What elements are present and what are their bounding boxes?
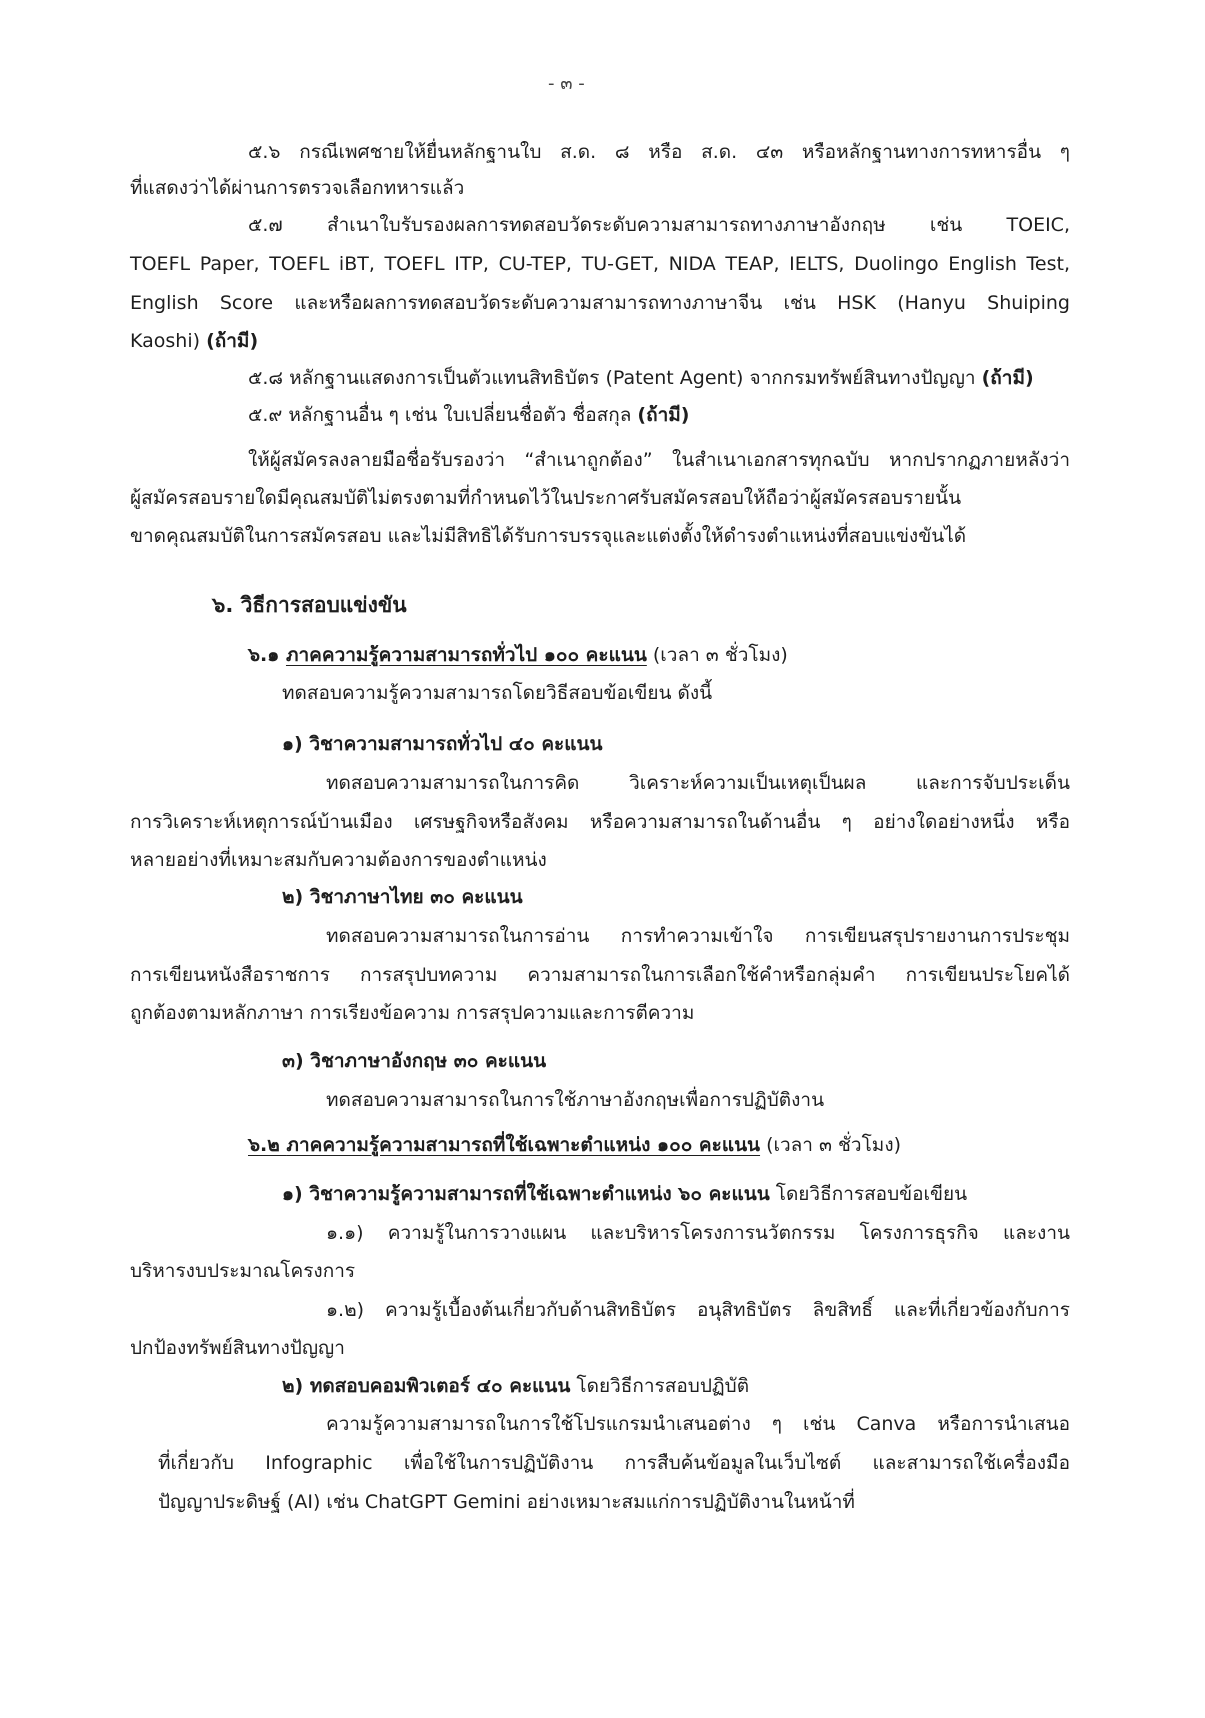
- subject-general-ability-line-2: การวิเคราะห์เหตุการณ์บ้านเมือง เศรษฐกิจหรือสังคม หรือความสามารถในด้านอื่น ๆ อย่างใดอย่างหนึ่ง หรือ: [130, 811, 1070, 833]
- subject-thai-line-1: ทดสอบความสามารถในการอ่าน การทำความเข้าใจ การเขียนสรุปรายงานการประชุม: [326, 925, 1070, 947]
- section-6-1-title: [248, 641, 788, 669]
- section-6-1-heading: ภาคความรู้ความสามารถทั่วไป ๑๐๐ คะแนน: [285, 644, 647, 666]
- section-6-1-number: ๖.๑: [248, 644, 286, 666]
- section-6-2-title: [248, 1131, 901, 1159]
- cert-line-1: ให้ผู้สมัครลงลายมือชื่อรับรองว่า “สำเนาถูกต้อง” ในสำเนาเอกสารทุกฉบับ หากปรากฏภายหลังว่า: [248, 449, 1070, 471]
- item-5-9-text: ๕.๙ หลักฐานอื่น ๆ เช่น ใบเปลี่ยนชื่อตัว ชื่อสกุล: [248, 404, 638, 426]
- section-6-2-time: (เวลา ๓ ชั่วโมง): [760, 1134, 902, 1156]
- subject-computer-title: [282, 1372, 749, 1400]
- subject-english-title: ๓) วิชาภาษาอังกฤษ ๓๐ คะแนน: [282, 1050, 547, 1072]
- optional-label: (ถ้ามี): [981, 367, 1034, 389]
- subject-thai-title: ๒) วิชาภาษาไทย ๓๐ คะแนน: [282, 886, 523, 908]
- optional-label: (ถ้ามี): [206, 330, 259, 352]
- cert-line-3: ขาดคุณสมบัติในการสมัครสอบ และไม่มีสิทธิได้รับการบรรจุและแต่งตั้งให้ดำรงตำแหน่งที่สอบแข่งขันได้: [130, 525, 967, 547]
- optional-label: (ถ้ามี): [637, 404, 690, 426]
- item-5-8: [248, 364, 1034, 392]
- subject-computer-method: โดยวิธีการสอบปฏิบัติ: [570, 1375, 750, 1397]
- section-6-1-intro: ทดสอบความรู้ความสามารถโดยวิธีสอบข้อเขียน ดังนี้: [282, 682, 713, 704]
- item-5-7-line-3: English Score และหรือผลการทดสอบวัดระดับความสามารถทางภาษาจีน เช่น HSK (Hanyu Shuiping: [130, 292, 1070, 314]
- item-5-6-line-1: ๕.๖ กรณีเพศชายให้ยื่นหลักฐานใบ ส.ด. ๘ หรือ ส.ด. ๔๓ หรือหลักฐานทางการทหารอื่น ๆ: [248, 141, 1070, 163]
- item-5-6-line-2: ที่แสดงว่าได้ผ่านการตรวจเลือกทหารแล้ว: [130, 177, 465, 199]
- item-5-7-text: Kaoshi): [130, 330, 207, 352]
- subject-specific-heading: ๑) วิชาความรู้ความสามารถที่ใช้เฉพาะตำแหน่ง ๖๐ คะแนน: [282, 1183, 770, 1205]
- subject-computer-heading: ๒) ทดสอบคอมพิวเตอร์ ๔๐ คะแนน: [282, 1375, 571, 1397]
- page-number: - ๓ -: [548, 73, 585, 94]
- section-6-2-heading: ภาคความรู้ความสามารถที่ใช้เฉพาะตำแหน่ง ๑๐๐ คะแนน: [286, 1134, 761, 1156]
- item-5-9: [248, 401, 689, 429]
- subject-thai-line-3: ถูกต้องตามหลักภาษา การเรียงข้อความ การสรุปความและการตีความ: [130, 1002, 695, 1024]
- subject-specific-method: โดยวิธีการสอบข้อเขียน: [769, 1183, 968, 1205]
- subject-specific-1-1-line-2: บริหารงบประมาณโครงการ: [130, 1260, 356, 1282]
- subject-specific-1-2-line-2: ปกป้องทรัพย์สินทางปัญญา: [130, 1337, 345, 1359]
- subject-specific-title: [282, 1180, 967, 1208]
- item-5-8-text: ๕.๘ หลักฐานแสดงการเป็นตัวแทนสิทธิบัตร (Patent Agent) จากกรมทรัพย์สินทางปัญญา: [248, 367, 982, 389]
- subject-general-ability-title: ๑) วิชาความสามารถทั่วไป ๔๐ คะแนน: [282, 733, 603, 755]
- section-6-1-time: (เวลา ๓ ชั่วโมง): [646, 644, 788, 666]
- subject-specific-1-1-line-1: ๑.๑) ความรู้ในการวางแผน และบริหารโครงการนวัตกรรม โครงการธุรกิจ และงาน: [326, 1222, 1070, 1244]
- subject-computer-line-3: ปัญญาประดิษฐ์ (AI) เช่น ChatGPT Gemini อย่างเหมาะสมแก่การปฏิบัติงานในหน้าที่: [158, 1491, 855, 1513]
- subject-general-ability-line-1: ทดสอบความสามารถในการคิด วิเคราะห์ความเป็นเหตุเป็นผล และการจับประเด็น: [326, 772, 1070, 794]
- item-5-7-line-1: ๕.๗ สำเนาใบรับรองผลการทดสอบวัดระดับความสามารถทางภาษาอังกฤษ เช่น TOEIC,: [248, 214, 1070, 236]
- item-5-7-line-2: TOEFL Paper, TOEFL iBT, TOEFL ITP, CU-TEP, TU-GET, NIDA TEAP, IELTS, Duolingo English Test,: [130, 253, 1070, 275]
- item-5-7-line-4: [130, 327, 258, 355]
- subject-english-line-1: ทดสอบความสามารถในการใช้ภาษาอังกฤษเพื่อการปฏิบัติงาน: [326, 1089, 825, 1111]
- subject-computer-line-2: ที่เกี่ยวกับ Infographic เพื่อใช้ในการปฏิบัติงาน การสืบค้นข้อมูลในเว็บไซต์ และสามารถใช้เครื่องมือ: [158, 1452, 1070, 1474]
- section-6-2-number: ๖.๒: [248, 1134, 287, 1156]
- subject-specific-1-2-line-1: ๑.๒) ความรู้เบื้องต้นเกี่ยวกับด้านสิทธิบัตร อนุสิทธิบัตร ลิขสิทธิ์ และที่เกี่ยวข้องกับการ: [326, 1299, 1070, 1321]
- subject-thai-line-2: การเขียนหนังสือราชการ การสรุปบทความ ความสามารถในการเลือกใช้คำหรือกลุ่มคำ การเขียนประโยคได้: [130, 964, 1070, 986]
- cert-line-2: ผู้สมัครสอบรายใดมีคุณสมบัติไม่ตรงตามที่กำหนดไว้ในประกาศรับสมัครสอบให้ถือว่าผู้สมัครสอบรายนั้น: [130, 487, 962, 509]
- section-6-heading: ๖. วิธีการสอบแข่งขัน: [212, 593, 407, 617]
- subject-general-ability-line-3: หลายอย่างที่เหมาะสมกับความต้องการของตำแหน่ง: [130, 849, 547, 871]
- subject-computer-line-1: ความรู้ความสามารถในการใช้โปรแกรมนำเสนอต่าง ๆ เช่น Canva หรือการนำเสนอ: [326, 1413, 1070, 1435]
